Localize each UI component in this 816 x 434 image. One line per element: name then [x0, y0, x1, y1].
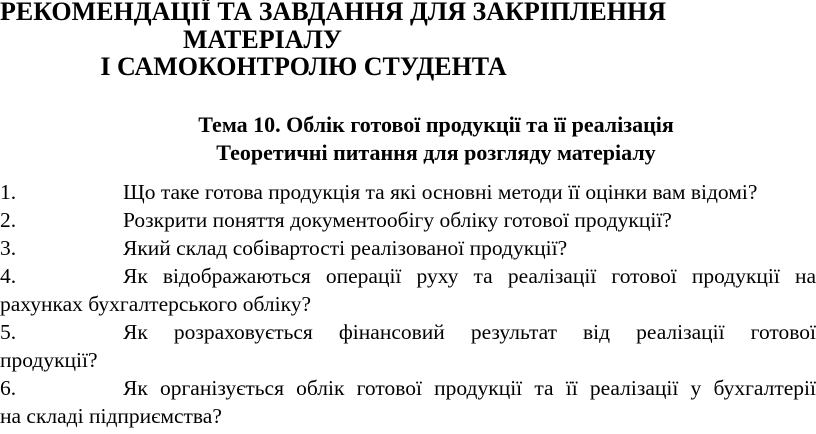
topic-heading: Тема 10. Облік готової продукції та її реалізація	[198, 111, 674, 137]
question-continuation-line: на складі підприємства?	[0, 403, 222, 428]
question-continuation-line: продукції?	[0, 347, 98, 372]
question-continuation-line: рахунках бухгалтерського обліку?	[0, 291, 312, 316]
document-title-line-3: І САМОКОНТРОЛЮ СТУДЕНТА	[100, 52, 507, 81]
question-number: 1.	[0, 179, 17, 204]
question-number: 3.	[0, 235, 17, 260]
document-title	[0, 0, 666, 81]
topic-subheading: Теоретичні питання для розгляду матеріалу	[216, 139, 656, 165]
question-number: 4.	[0, 263, 17, 288]
question-item	[0, 178, 816, 206]
question-first-line	[0, 318, 816, 346]
topic-heading-block	[0, 111, 816, 167]
question-text: Який склад собівартості реалізованої продукції?	[123, 235, 568, 260]
question-text: Розкрити поняття документообігу обліку готової продукції?	[123, 207, 672, 232]
question-number: 2.	[0, 207, 17, 232]
question-first-line	[0, 374, 816, 402]
question-first-line	[0, 262, 816, 290]
question-item	[0, 374, 816, 430]
question-item	[0, 318, 816, 374]
question-item	[0, 234, 816, 262]
question-text: Як розраховується фінансовий результат від реалізації готової	[123, 319, 816, 344]
question-number: 5.	[0, 319, 17, 344]
question-text: Що таке готова продукція та які основні методи її оцінки вам відомі?	[123, 179, 758, 204]
document-title-line-1: РЕКОМЕНДАЦІЇ ТА ЗАВДАННЯ ДЛЯ ЗАКРІПЛЕННЯ	[0, 0, 666, 26]
question-number: 6.	[0, 375, 17, 400]
question-first-line	[0, 206, 816, 234]
question-first-line	[0, 234, 816, 262]
question-item	[0, 262, 816, 318]
question-item	[0, 206, 816, 234]
question-text: Як відображаються операції руху та реалізації готової продукції на	[123, 263, 816, 288]
question-list	[0, 178, 816, 430]
question-first-line	[0, 178, 816, 206]
document-title-line-2: МАТЕРІАЛУ	[183, 24, 342, 54]
question-text: Як організується облік готової продукції та її реалізації у бухгалтерії	[123, 375, 816, 400]
